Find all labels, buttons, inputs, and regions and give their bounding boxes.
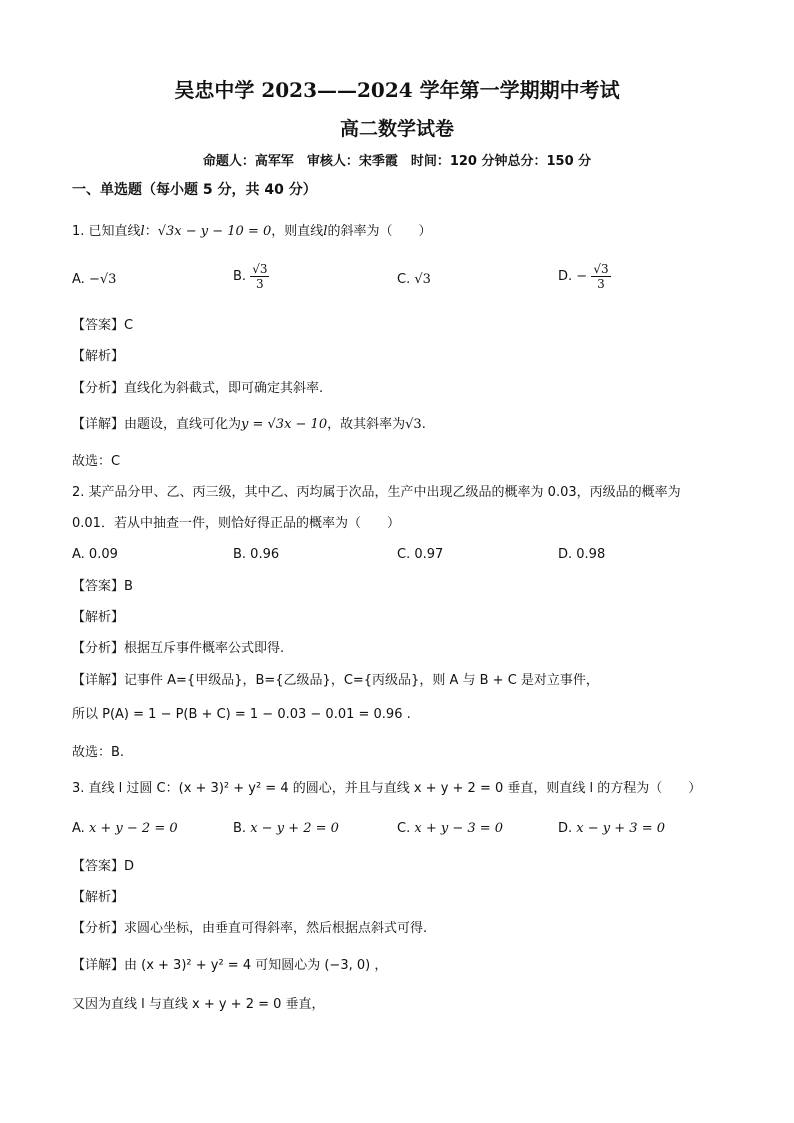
q2-option-c: C. 0.97 xyxy=(397,547,444,562)
exam-subtitle: 高二数学试卷 xyxy=(339,118,454,140)
q2-analysis: 【解析】 xyxy=(72,610,125,625)
q1-detail xyxy=(72,415,426,435)
fraction-numerator: √3 xyxy=(252,262,268,276)
fraction xyxy=(250,262,269,291)
option-value: x + y − 3 = 0 xyxy=(414,821,504,836)
section-heading: 一、单选题（每小题 5 分，共 40 分） xyxy=(72,182,317,198)
q1-option-a xyxy=(72,270,116,290)
q3-option-c xyxy=(397,819,503,839)
q2-detail: 【详解】记事件 A={甲级品}，B={乙级品}，C={丙级品}，则 A 与 B + C 是对立事件， xyxy=(72,673,599,688)
q1-fenxi: 【分析】直线化为斜截式，即可确定其斜率. xyxy=(72,381,324,396)
option-label: C. xyxy=(397,272,411,287)
q1-var-l-2: l xyxy=(323,224,328,239)
q1-var-l: l xyxy=(140,224,145,239)
q3-fenxi: 【分析】求圆心坐标，由垂直可得斜率，然后根据点斜式可得. xyxy=(72,921,428,936)
q1-option-d xyxy=(558,262,611,291)
q1-answer: 【答案】C xyxy=(72,318,134,333)
option-label: C. xyxy=(397,821,411,836)
option-value: x + y − 2 = 0 xyxy=(88,821,178,836)
q1-option-b xyxy=(233,262,269,291)
q1-detail-text: 【详解】由题设，直线可化为 xyxy=(72,417,242,432)
q3-more: 又因为直线 l 与直线 x + y + 2 = 0 垂直， xyxy=(72,997,325,1012)
option-label: A. xyxy=(72,821,85,836)
option-label: D. xyxy=(558,269,573,284)
fraction-numerator: √3 xyxy=(593,262,609,276)
q3-answer: 【答案】D xyxy=(72,859,135,874)
q1-stem-text-2: ，则直线 xyxy=(271,224,324,239)
q1-detail-text-2: ，故其斜率为 xyxy=(327,417,406,432)
question-1-stem xyxy=(72,222,431,242)
question-2-stem-line-1: 2. 某产品分甲、乙、丙三级，其中乙、丙均属于次品，生产中出现乙级品的概率为 0.03，丙级品的概率为 xyxy=(72,485,681,500)
option-label: B. xyxy=(233,269,247,284)
question-3-stem: 3. 直线 l 过圆 C：(x + 3)² + y² = 4 的圆心，并且与直线 x + y + 2 = 0 垂直，则直线 l 的方程为（ ） xyxy=(72,781,702,796)
exam-meta: 命题人：高军军 审核人：宋季霞 时间：120 分钟总分：150 分 xyxy=(202,154,592,169)
option-value: x − y + 2 = 0 xyxy=(250,821,339,836)
fraction-denominator: 3 xyxy=(256,277,264,291)
q2-option-b: B. 0.96 xyxy=(233,547,280,562)
option-value: √3 xyxy=(414,272,431,287)
q2-option-d: D. 0.98 xyxy=(558,547,606,562)
q1-stem-text-3: 的斜率为（ ） xyxy=(327,224,432,239)
option-label: A. xyxy=(72,272,85,287)
fraction-denominator: 3 xyxy=(597,277,605,291)
q1-choose: 故选：C xyxy=(72,454,121,469)
q3-option-d xyxy=(558,819,665,839)
q1-colon: ： xyxy=(144,224,158,239)
q1-equation: √3x − y − 10 = 0 xyxy=(157,224,272,239)
q1-stem-text: 1. 已知直线 xyxy=(72,224,141,239)
q3-option-b xyxy=(233,819,339,839)
q1-option-c xyxy=(397,270,431,290)
option-value: −√3 xyxy=(88,272,117,287)
question-2-stem-line-2: 0.01．若从中抽查一件，则恰好得正品的概率为（ ） xyxy=(72,516,400,531)
option-label: D. xyxy=(558,821,573,836)
q1-detail-end: . xyxy=(421,417,426,432)
fraction xyxy=(591,262,610,291)
q2-so: 所以 P(A) = 1 − P(B + C) = 1 − 0.03 − 0.01 = 0.96 . xyxy=(72,707,411,722)
option-label: B. xyxy=(233,821,247,836)
q1-analysis: 【解析】 xyxy=(72,349,125,364)
q3-analysis: 【解析】 xyxy=(72,890,125,905)
q2-option-a: A. 0.09 xyxy=(72,547,118,562)
q2-fenxi: 【分析】根据互斥事件概率公式即得. xyxy=(72,641,285,656)
q3-option-a xyxy=(72,819,178,839)
q2-answer: 【答案】B xyxy=(72,579,133,594)
exam-title: 吴忠中学 2023——2024 学年第一学期期中考试 xyxy=(174,78,620,102)
q1-detail-value: √3 xyxy=(405,417,422,432)
q1-detail-equation: y = √3x − 10 xyxy=(241,417,328,432)
minus-sign: − xyxy=(576,269,588,284)
q2-choose: 故选：B. xyxy=(72,745,125,760)
q3-detail: 【详解】由 (x + 3)² + y² = 4 可知圆心为 (−3, 0) ， xyxy=(72,958,388,973)
option-value: x − y + 3 = 0 xyxy=(576,821,665,836)
